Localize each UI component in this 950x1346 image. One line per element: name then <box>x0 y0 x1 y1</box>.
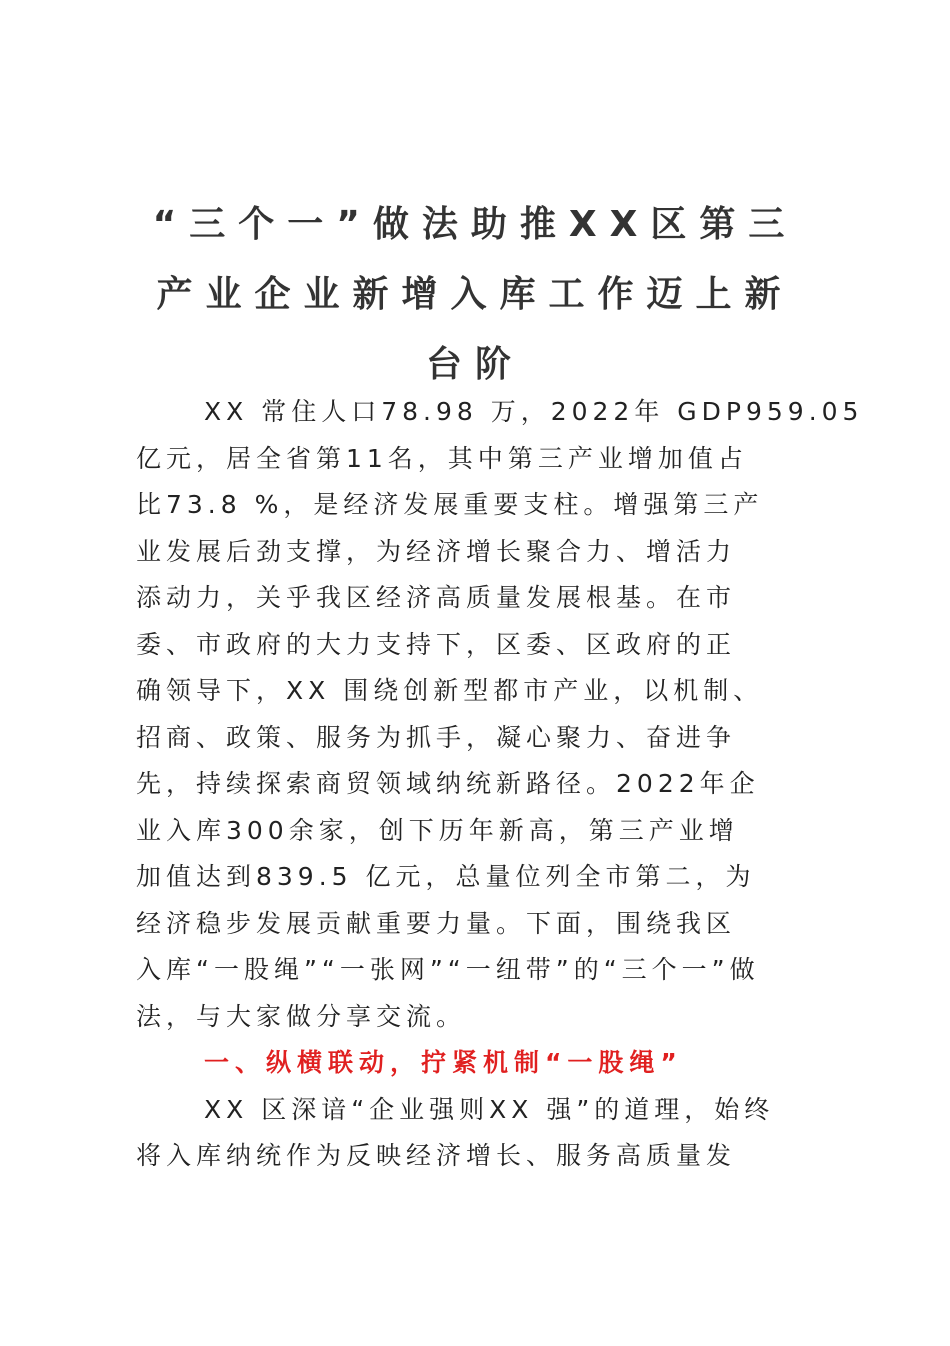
paragraph-line: 将入库纳统作为反映经济增长、服务高质量发 <box>136 1141 737 1170</box>
title-line: 产业企业新增入库工作迈上新 <box>156 274 794 315</box>
paragraph-line: 加值达到839.5 亿元，总量位列全市第二，为 <box>136 862 756 891</box>
title-line: “三个一”做法助推XX区第三 <box>152 204 798 245</box>
paragraph-line: 业发展后劲支撑，为经济增长聚合力、增活力 <box>136 536 737 566</box>
paragraph-line: 亿元，居全省第11名，其中第三产业增加值占 <box>136 443 748 473</box>
paragraph-line: 招商、政策、服务为抓手，凝心聚力、奋进争 <box>136 722 737 752</box>
title-line: 台阶 <box>425 344 524 385</box>
paragraph-line: 经济稳步发展贡献重要力量。下面，围绕我区 <box>136 908 737 938</box>
paragraph-line: 入库“一股绳”“一张网”“一纽带”的“三个一”做 <box>136 955 760 984</box>
paragraph-line: 委、市政府的大力支持下，区委、区政府的正 <box>136 629 737 659</box>
paragraph-line: 确领导下，XX 围绕创新型都市产业，以机制、 <box>136 676 764 705</box>
paragraph-line: 法，与大家做分享交流。 <box>136 1001 467 1031</box>
paragraph-line: 比73.8 %，是经济发展重要支柱。增强第三产 <box>136 490 764 519</box>
paragraph-line: XX 常住人口78.98 万，2022年 GDP959.05 <box>204 397 864 426</box>
document-title <box>120 190 830 400</box>
paragraph-line: 先，持续探索商贸领域纳统新路径。2022年企 <box>136 769 760 798</box>
paragraph-line: 业入库300余家，创下历年新高，第三产业增 <box>136 815 739 845</box>
paragraph-line: XX 区深谙“企业强则XX 强”的道理，始终 <box>204 1094 775 1124</box>
document-body <box>136 389 864 1180</box>
paragraph-line: 添动力，关乎我区经济高质量发展根基。在市 <box>136 583 737 612</box>
section-heading: 一、纵横联动，拧紧机制“一股绳” <box>204 1048 683 1077</box>
